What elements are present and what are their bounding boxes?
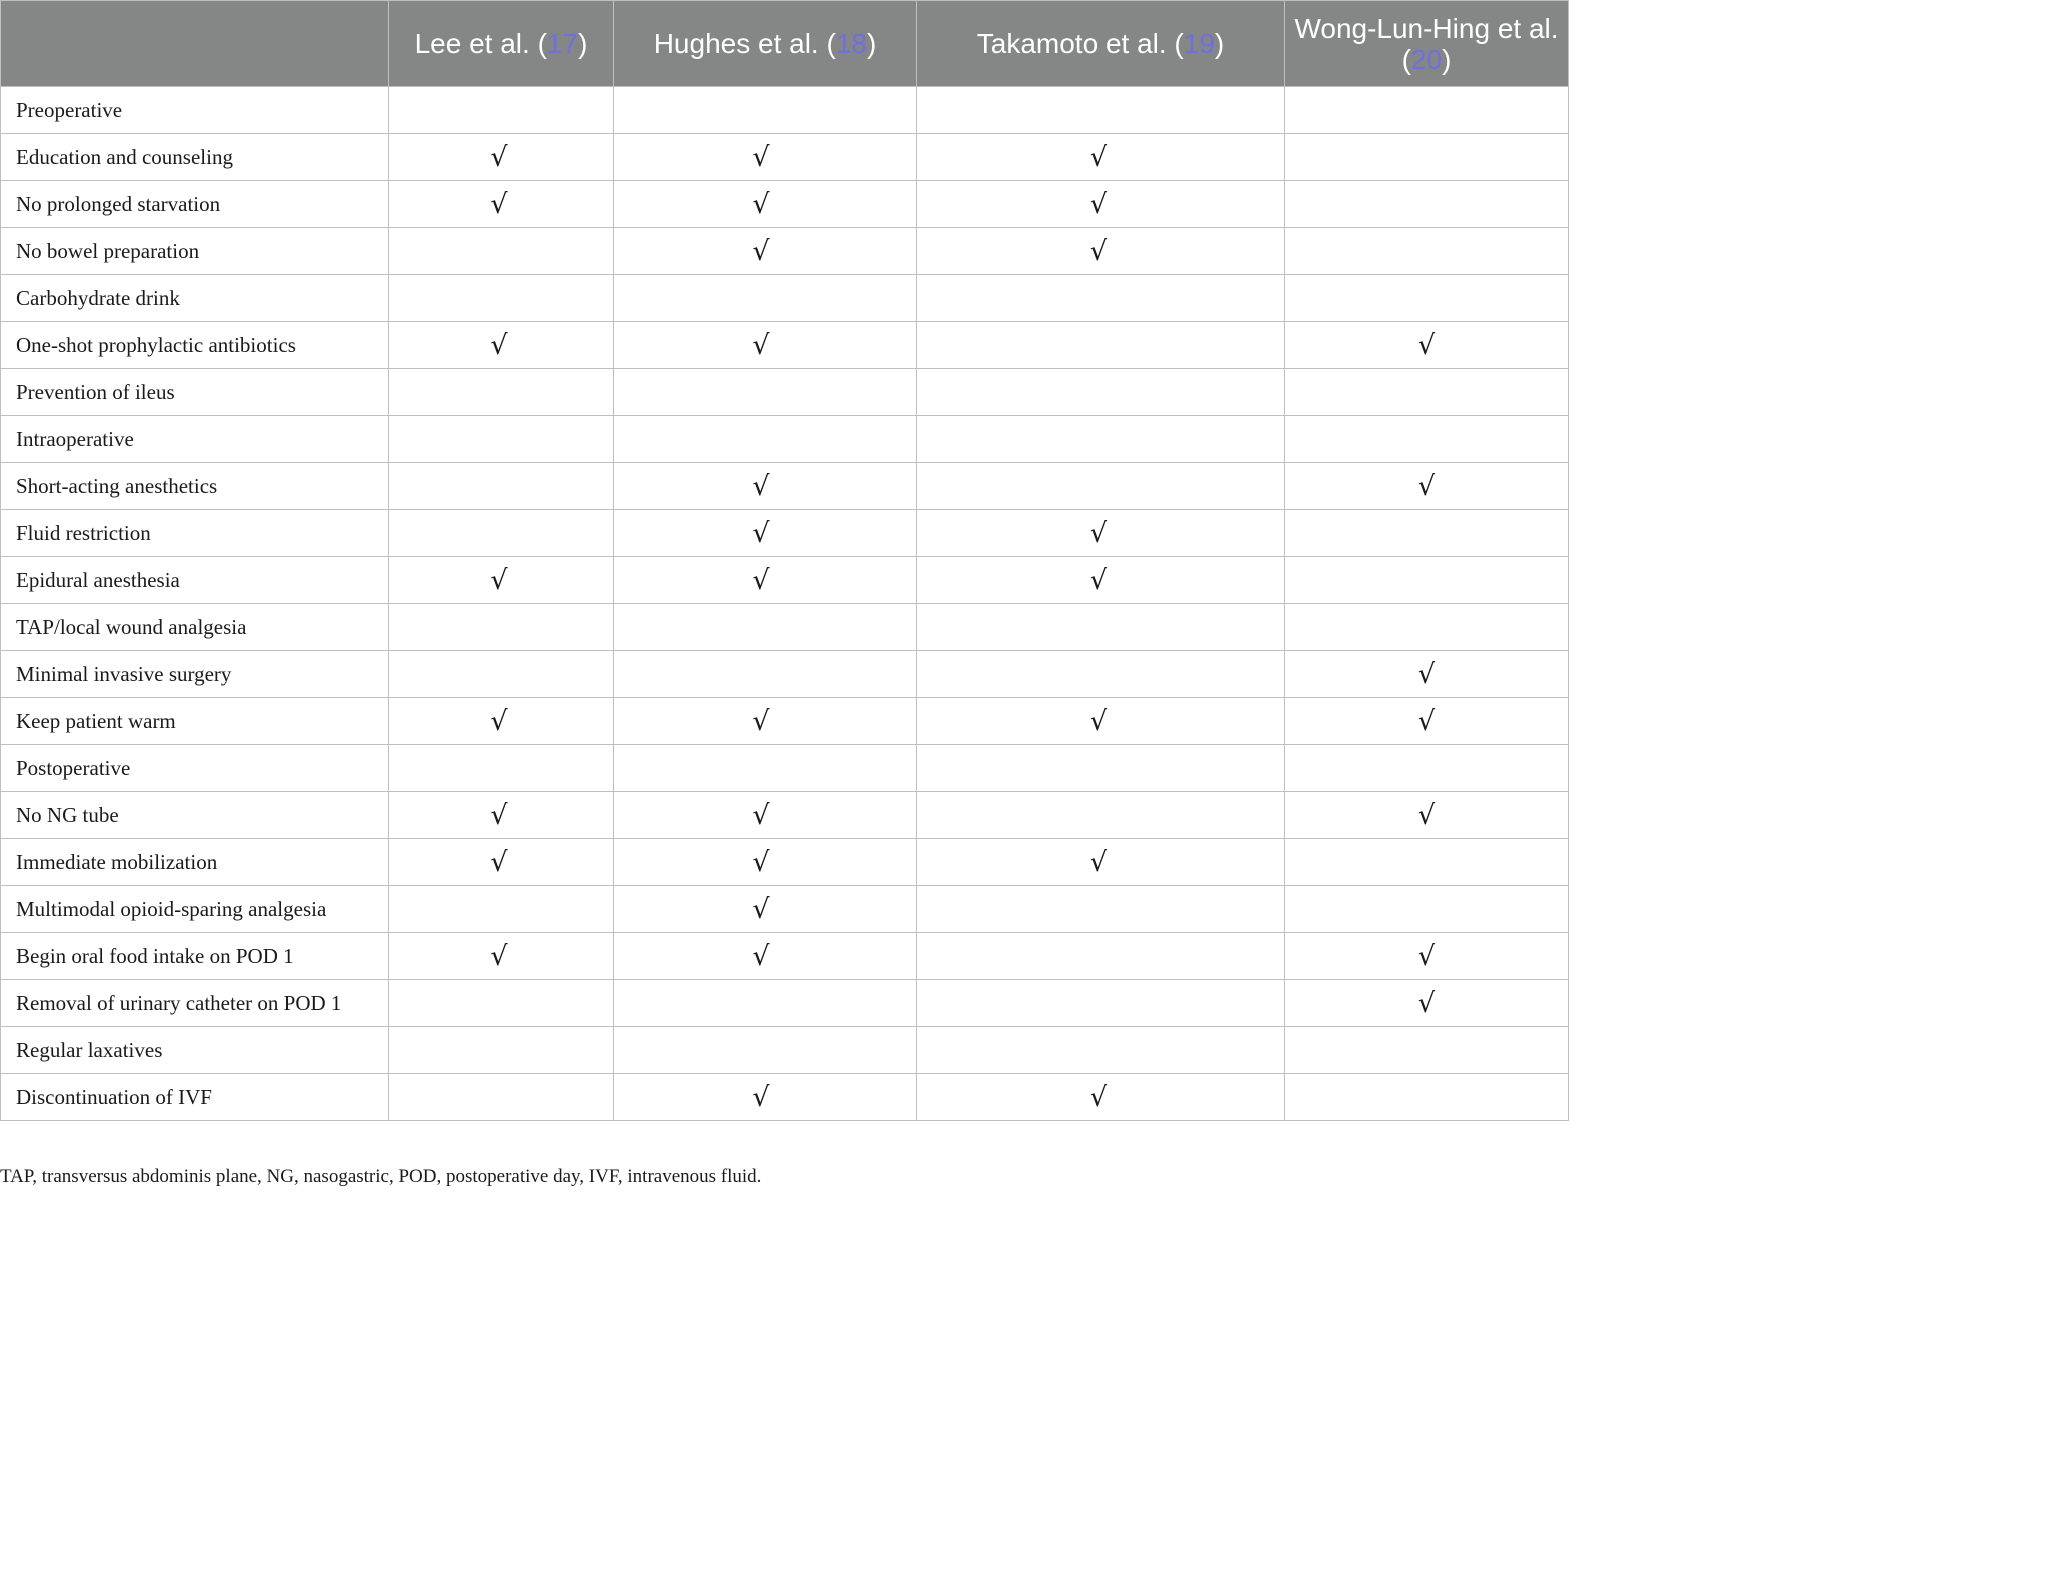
empty-cell [1285,87,1569,134]
row-label: Carbohydrate drink [1,275,389,322]
empty-cell [917,604,1285,651]
table-row [1,275,1569,322]
row-label: Prevention of ileus [1,369,389,416]
check-mark-icon: √ [614,322,917,369]
empty-cell [1285,369,1569,416]
empty-cell [1285,839,1569,886]
check-mark-icon: √ [389,557,614,604]
check-mark-icon: √ [389,181,614,228]
empty-cell [917,980,1285,1027]
check-mark-icon: √ [917,181,1285,228]
table-row [1,604,1569,651]
check-mark-icon: √ [614,839,917,886]
empty-cell [614,1027,917,1074]
empty-cell [1285,416,1569,463]
empty-cell [389,463,614,510]
check-mark-icon: √ [1285,933,1569,980]
check-mark-icon: √ [1285,698,1569,745]
check-mark-icon: √ [614,134,917,181]
check-mark-icon: √ [917,228,1285,275]
row-label: No prolonged starvation [1,181,389,228]
reference-link[interactable]: 20 [1410,43,1443,75]
check-mark-icon: √ [389,134,614,181]
empty-cell [1285,886,1569,933]
empty-cell [917,651,1285,698]
row-label: Preoperative [1,87,389,134]
row-label: Education and counseling [1,134,389,181]
row-label: Minimal invasive surgery [1,651,389,698]
row-label: Intraoperative [1,416,389,463]
empty-cell [917,87,1285,134]
check-mark-icon: √ [389,933,614,980]
empty-cell [614,87,917,134]
check-mark-icon: √ [389,322,614,369]
table-row [1,322,1569,369]
row-label: Begin oral food intake on POD 1 [1,933,389,980]
empty-cell [1285,181,1569,228]
check-mark-icon: √ [1285,980,1569,1027]
row-label: Fluid restriction [1,510,389,557]
empty-cell [917,369,1285,416]
empty-cell [389,416,614,463]
check-mark-icon: √ [614,463,917,510]
header-hughes: Hughes et al. (18) [614,1,917,87]
row-label: Epidural anesthesia [1,557,389,604]
empty-cell [614,416,917,463]
check-mark-icon: √ [1285,463,1569,510]
empty-cell [389,886,614,933]
table-body [1,87,1569,1121]
table-row [1,181,1569,228]
check-mark-icon: √ [614,1074,917,1121]
empty-cell [1285,1027,1569,1074]
row-label: Multimodal opioid-sparing analgesia [1,886,389,933]
row-label: Postoperative [1,745,389,792]
check-mark-icon: √ [1285,792,1569,839]
check-mark-icon: √ [1285,651,1569,698]
empty-cell [1285,134,1569,181]
table-row [1,416,1569,463]
empty-cell [614,980,917,1027]
empty-cell [917,463,1285,510]
empty-cell [917,275,1285,322]
check-mark-icon: √ [917,839,1285,886]
empty-cell [389,369,614,416]
empty-cell [389,745,614,792]
empty-cell [917,322,1285,369]
reference-link[interactable]: 18 [835,28,867,59]
table-row [1,1074,1569,1121]
table-row [1,698,1569,745]
empty-cell [614,604,917,651]
check-mark-icon: √ [917,510,1285,557]
table-row [1,228,1569,275]
table-row [1,463,1569,510]
table-row [1,369,1569,416]
row-label: Keep patient warm [1,698,389,745]
row-label: Immediate mobilization [1,839,389,886]
table-row [1,839,1569,886]
row-label: Discontinuation of IVF [1,1074,389,1121]
check-mark-icon: √ [614,792,917,839]
empty-cell [389,87,614,134]
empty-cell [389,275,614,322]
empty-cell [614,275,917,322]
table-row [1,87,1569,134]
empty-cell [389,1027,614,1074]
table-row [1,557,1569,604]
check-mark-icon: √ [614,510,917,557]
check-mark-icon: √ [389,839,614,886]
check-mark-icon: √ [1285,322,1569,369]
check-mark-icon: √ [614,886,917,933]
empty-cell [1285,557,1569,604]
header-takamoto: Takamoto et al. (19) [917,1,1285,87]
empty-cell [389,604,614,651]
reference-link[interactable]: 17 [546,28,579,59]
empty-cell [389,1074,614,1121]
empty-cell [917,745,1285,792]
reference-link[interactable]: 19 [1183,28,1215,59]
table-row [1,886,1569,933]
table-footnote: TAP, transversus abdominis plane, NG, nasogastric, POD, postoperative day, IVF, intravenous fluid. [0,1166,762,1187]
empty-cell [917,886,1285,933]
check-mark-icon: √ [917,1074,1285,1121]
empty-cell [1285,745,1569,792]
check-mark-icon: √ [917,134,1285,181]
check-mark-icon: √ [917,557,1285,604]
empty-cell [389,228,614,275]
table-row [1,933,1569,980]
empty-cell [1285,1074,1569,1121]
empty-cell [614,745,917,792]
row-label: Short-acting anesthetics [1,463,389,510]
check-mark-icon: √ [614,228,917,275]
table-row [1,510,1569,557]
table-row [1,134,1569,181]
table-row [1,1027,1569,1074]
table-row [1,792,1569,839]
row-label: No bowel preparation [1,228,389,275]
check-mark-icon: √ [389,698,614,745]
empty-cell [917,416,1285,463]
row-label: TAP/local wound analgesia [1,604,389,651]
empty-cell [614,369,917,416]
row-label: Regular laxatives [1,1027,389,1074]
empty-cell [389,510,614,557]
row-label: Removal of urinary catheter on POD 1 [1,980,389,1027]
empty-cell [1285,228,1569,275]
empty-cell [1285,275,1569,322]
check-mark-icon: √ [614,933,917,980]
table-row [1,980,1569,1027]
empty-cell [917,933,1285,980]
header-row [1,1,1569,87]
row-label: One-shot prophylactic antibiotics [1,322,389,369]
table-row [1,651,1569,698]
header-lee: Lee et al. (17) [389,1,614,87]
check-mark-icon: √ [614,557,917,604]
check-mark-icon: √ [389,792,614,839]
check-mark-icon: √ [614,181,917,228]
header-wong-lun-hing: Wong-Lun-Hing et al. (20) [1285,1,1569,87]
empty-cell [1285,604,1569,651]
table-row [1,745,1569,792]
empty-cell [389,651,614,698]
empty-cell [917,792,1285,839]
empty-cell [614,651,917,698]
header-corner-cell [1,1,389,87]
empty-cell [917,1027,1285,1074]
empty-cell [389,980,614,1027]
row-label: No NG tube [1,792,389,839]
check-mark-icon: √ [917,698,1285,745]
empty-cell [1285,510,1569,557]
check-mark-icon: √ [614,698,917,745]
